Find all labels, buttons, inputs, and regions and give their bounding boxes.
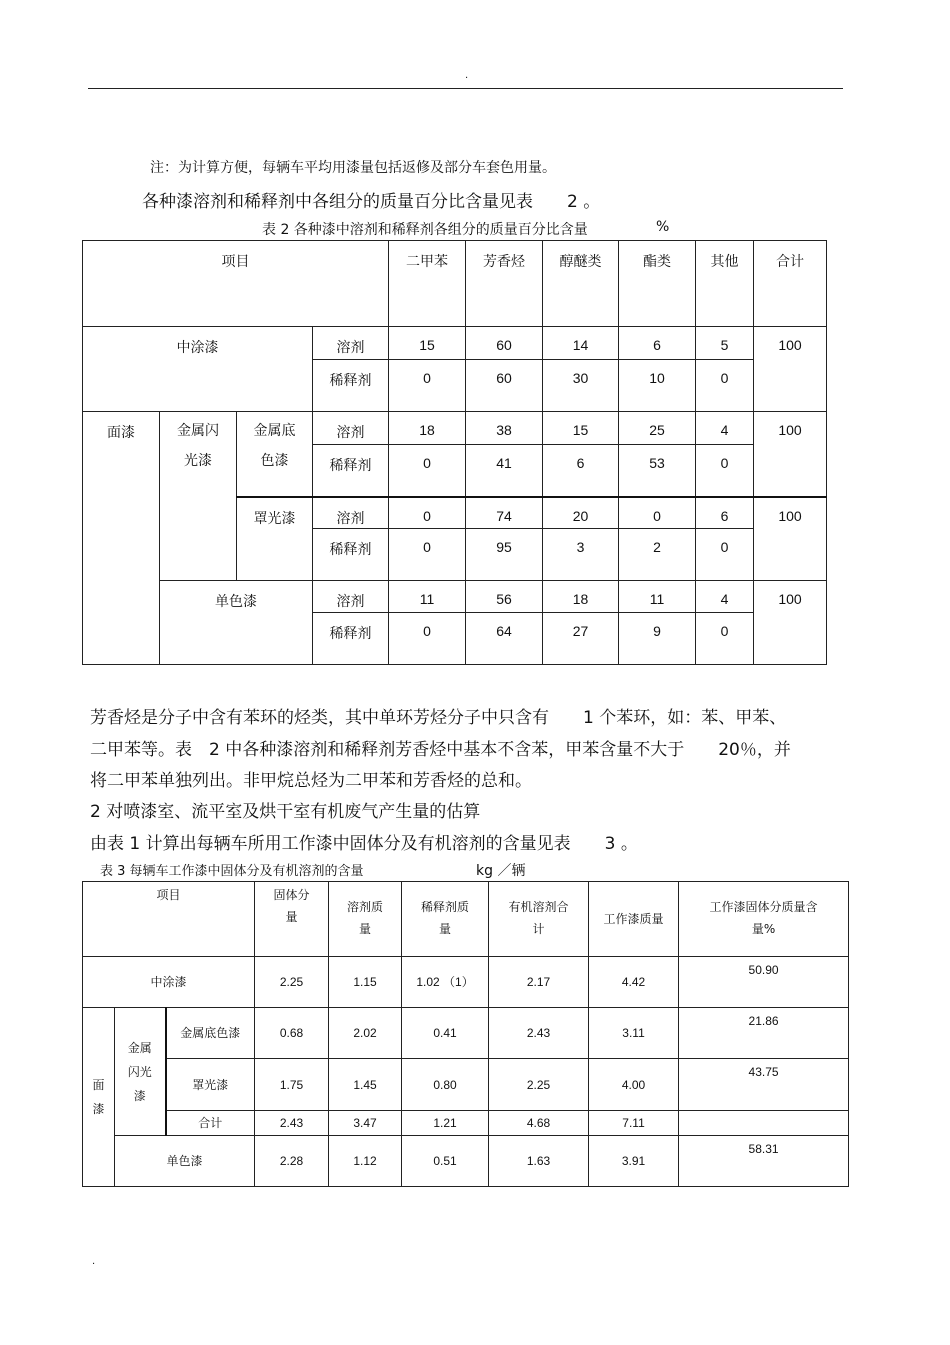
t2-cell: 5 <box>696 327 754 360</box>
t2-cell: 20 <box>543 497 619 529</box>
t3-header-solid-pct <box>679 882 849 957</box>
t2-cell: 15 <box>389 327 466 360</box>
para-line-5: 由表 1 计算出每辆车所用工作漆中固体分及有机溶剂的含量见表 3 。 <box>90 834 638 854</box>
t3-jinshu-label <box>115 1008 166 1136</box>
t3-mianqi-1: 面 <box>92 1078 105 1092</box>
t3-cell: 4.42 <box>589 957 679 1008</box>
t2-row-label: 溶剂 <box>313 497 389 529</box>
t2-dise-label <box>237 412 313 497</box>
t2-cell: 4 <box>696 581 754 613</box>
table3-caption-unit: kg ／辆 <box>476 863 526 879</box>
t3-cell: 0.41 <box>402 1008 489 1059</box>
t2-row-label: 溶剂 <box>313 581 389 613</box>
t3-cell: 1.45 <box>329 1059 402 1111</box>
table2-caption-unit: % <box>656 219 670 235</box>
t3-header-paint-mass: 工作漆质量 <box>589 882 679 957</box>
t3-row-label: 单色漆 <box>115 1136 255 1187</box>
t3-header-solid <box>255 882 329 957</box>
t3-header-solid-1: 固体分 <box>273 888 310 902</box>
t2-cell: 15 <box>543 412 619 445</box>
footer-dot: . <box>92 1256 96 1267</box>
t3-cell: 4.68 <box>489 1111 589 1136</box>
header-dot: . <box>465 70 469 81</box>
t3-cell: 0.51 <box>402 1136 489 1187</box>
t2-cell: 53 <box>619 445 696 497</box>
t3-header-solvent-1: 溶剂质 <box>347 900 384 914</box>
t3-header-organic-2: 计 <box>532 922 545 936</box>
t2-cell: 18 <box>389 412 466 445</box>
t2-cell: 0 <box>696 445 754 497</box>
t2-cell: 14 <box>543 327 619 360</box>
t3-header-solvent <box>329 882 402 957</box>
t2-header-xylene: 二甲苯 <box>389 241 466 327</box>
t3-header-organic <box>489 882 589 957</box>
header-rule <box>88 88 843 89</box>
t3-cell: 1.21 <box>402 1111 489 1136</box>
t3-zhongtuqi-label: 中涂漆 <box>83 957 255 1008</box>
table2-caption: 表 2 各种漆中溶剂和稀释剂各组分的质量百分比含量 <box>262 222 588 238</box>
t3-cell: 1.75 <box>255 1059 329 1111</box>
t2-total: 100 <box>754 327 827 412</box>
t3-header-solvent-2: 量 <box>359 922 372 936</box>
t3-header-organic-1: 有机溶剂合 <box>508 900 569 914</box>
t2-cell: 6 <box>696 497 754 529</box>
section-heading: 2 对喷漆室、流平室及烘干室有机废气产生量的估算 <box>90 802 481 822</box>
t2-cell: 95 <box>466 529 543 581</box>
t2-cell: 0 <box>696 529 754 581</box>
t2-header-alcohol-ether: 醇醚类 <box>543 241 619 327</box>
t3-jinshu-2: 闪光 <box>127 1064 152 1079</box>
t2-header-item: 项目 <box>83 241 389 327</box>
t3-row-label: 合计 <box>166 1111 255 1136</box>
t2-row-label: 稀释剂 <box>313 360 389 412</box>
t2-dise-label-1: 金属底 <box>253 423 296 439</box>
t3-cell: 2.17 <box>489 957 589 1008</box>
t3-header-diluent-2: 量 <box>439 922 452 936</box>
t3-cell: 2.43 <box>255 1111 329 1136</box>
t3-mianqi-2: 漆 <box>92 1102 105 1116</box>
t2-zhaoguang-label: 罩光漆 <box>237 497 313 581</box>
t3-row-label: 罩光漆 <box>166 1059 255 1111</box>
t3-cell: 0.68 <box>255 1008 329 1059</box>
t2-danse-label: 单色漆 <box>160 581 313 665</box>
t2-cell: 6 <box>619 327 696 360</box>
t2-cell: 0 <box>389 445 466 497</box>
t2-jinshu-label <box>160 412 237 581</box>
t2-cell: 0 <box>389 529 466 581</box>
t2-row-label: 溶剂 <box>313 412 389 445</box>
t2-row-label: 稀释剂 <box>313 613 389 665</box>
t2-zhongtuqi-label: 中涂漆 <box>83 327 313 412</box>
t2-cell: 60 <box>466 327 543 360</box>
t3-header-solid-pct-1: 工作漆固体分质量含 <box>709 900 818 914</box>
t2-total: 100 <box>754 581 827 665</box>
t3-pct: 21.86 <box>679 1008 849 1059</box>
t2-cell: 4 <box>696 412 754 445</box>
t3-mianqi-label <box>83 1008 115 1187</box>
t2-mianqi-label: 面漆 <box>83 412 160 665</box>
intro-line: 各种漆溶剂和稀释剂中各组分的质量百分比含量见表 2 。 <box>142 192 601 212</box>
t2-cell: 64 <box>466 613 543 665</box>
t3-cell: 2.02 <box>329 1008 402 1059</box>
t2-cell: 0 <box>619 497 696 529</box>
t2-jinshu-label-2: 光漆 <box>184 453 212 469</box>
para-line-1: 芳香烃是分子中含有苯环的烃类，其中单环芳烃分子中只含有 1 个苯环，如：苯、甲苯、 <box>90 708 787 728</box>
t2-total: 100 <box>754 412 827 497</box>
t2-cell: 25 <box>619 412 696 445</box>
t2-cell: 74 <box>466 497 543 529</box>
t2-cell: 0 <box>389 613 466 665</box>
t3-cell: 1.15 <box>329 957 402 1008</box>
t3-header-item: 项目 <box>83 882 255 957</box>
t2-cell: 0 <box>389 360 466 412</box>
t2-cell: 9 <box>619 613 696 665</box>
t2-total: 100 <box>754 497 827 581</box>
t3-cell: 2.43 <box>489 1008 589 1059</box>
t3-cell: 2.28 <box>255 1136 329 1187</box>
t2-row-label: 溶剂 <box>313 327 389 360</box>
para-line-2: 二甲苯等。表 2 中各种漆溶剂和稀释剂芳香烃中基本不含苯，甲苯含量不大于 20％，并 <box>90 740 791 760</box>
t3-jinshu-1: 金属 <box>127 1040 152 1055</box>
t3-cell: 3.47 <box>329 1111 402 1136</box>
t2-cell: 41 <box>466 445 543 497</box>
t3-jinshu-3: 漆 <box>133 1088 146 1103</box>
t3-pct-empty <box>679 1111 849 1136</box>
t3-pct: 50.90 <box>679 957 849 1008</box>
t2-cell: 56 <box>466 581 543 613</box>
t3-header-solid-pct-2: 量% <box>751 922 776 936</box>
t3-pct: 58.31 <box>679 1136 849 1187</box>
t2-cell: 0 <box>696 613 754 665</box>
t2-dise-label-2: 色漆 <box>260 453 289 469</box>
t2-header-ester: 酯类 <box>619 241 696 327</box>
t3-cell: 1.63 <box>489 1136 589 1187</box>
t3-header-diluent-1: 稀释剂质 <box>421 900 470 914</box>
table3-caption: 表 3 每辆车工作漆中固体分及有机溶剂的含量 <box>100 864 364 879</box>
t2-row-label: 稀释剂 <box>313 529 389 581</box>
t2-cell: 60 <box>466 360 543 412</box>
t3-pct: 43.75 <box>679 1059 849 1111</box>
t2-cell: 18 <box>543 581 619 613</box>
para-line-3: 将二甲苯单独列出。非甲烷总烃为二甲苯和芳香烃的总和。 <box>90 771 532 791</box>
t2-cell: 11 <box>389 581 466 613</box>
t3-cell: 1.02 （1） <box>402 957 489 1008</box>
t2-cell: 2 <box>619 529 696 581</box>
t3-cell: 1.12 <box>329 1136 402 1187</box>
t2-cell: 30 <box>543 360 619 412</box>
t3-header-solid-2: 量 <box>285 910 298 924</box>
t2-row-label: 稀释剂 <box>313 445 389 497</box>
t2-cell: 0 <box>696 360 754 412</box>
t2-cell: 11 <box>619 581 696 613</box>
t3-cell: 2.25 <box>255 957 329 1008</box>
t3-row-label: 金属底色漆 <box>166 1008 255 1059</box>
t3-cell: 2.25 <box>489 1059 589 1111</box>
t3-cell: 4.00 <box>589 1059 679 1111</box>
t3-cell: 7.11 <box>589 1111 679 1136</box>
t3-cell: 0.80 <box>402 1059 489 1111</box>
t2-cell: 3 <box>543 529 619 581</box>
t2-cell: 38 <box>466 412 543 445</box>
note-text: 注：为计算方便，每辆车平均用漆量包括返修及部分车套色用量。 <box>150 160 556 176</box>
t2-header-total: 合计 <box>754 241 827 327</box>
t2-cell: 0 <box>389 497 466 529</box>
table2 <box>82 240 827 665</box>
t2-cell: 10 <box>619 360 696 412</box>
t3-cell: 3.11 <box>589 1008 679 1059</box>
t2-header-other: 其他 <box>696 241 754 327</box>
t2-cell: 27 <box>543 613 619 665</box>
t2-header-aromatic: 芳香烃 <box>466 241 543 327</box>
table3 <box>82 881 849 1187</box>
t2-jinshu-label-1: 金属闪 <box>177 423 219 439</box>
t2-cell: 6 <box>543 445 619 497</box>
t3-header-diluent <box>402 882 489 957</box>
t3-cell: 3.91 <box>589 1136 679 1187</box>
